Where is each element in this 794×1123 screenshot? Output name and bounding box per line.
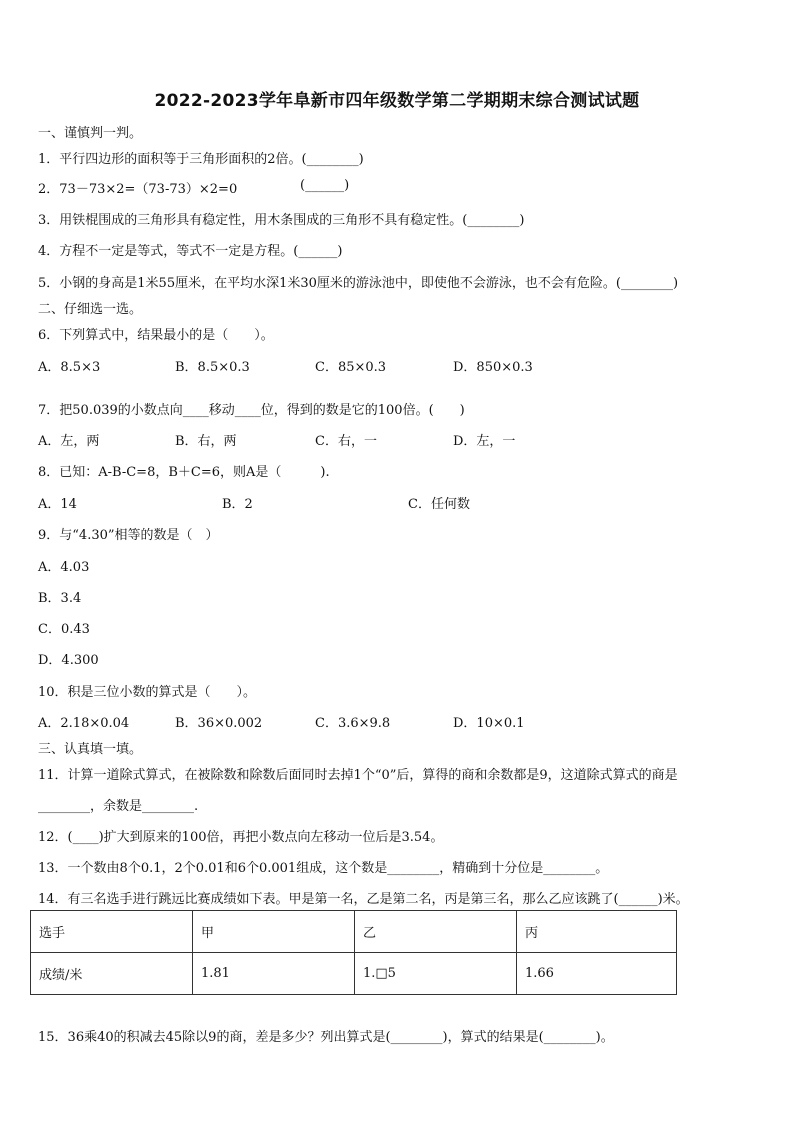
question-12: 12．(____)扩大到原来的100倍，再把小数点向左移动一位后是3.54。 <box>38 830 444 845</box>
table-row <box>31 953 677 995</box>
q10-option-c: C．3.6×9.8 <box>315 716 391 731</box>
q8-option-a: A．14 <box>38 497 77 512</box>
table-row <box>31 911 677 953</box>
question-2-blank: (______) <box>300 178 350 193</box>
table-header-cell: 乙 <box>355 911 517 953</box>
table-header-cell: 甲 <box>193 911 355 953</box>
q6-option-a: A．8.5×3 <box>38 360 101 375</box>
question-11-continued: ________，余数是________. <box>38 799 199 814</box>
table-cell: 1.81 <box>193 953 355 995</box>
q6-option-b: B．8.5×0.3 <box>175 360 250 375</box>
q9-option-d: D．4.300 <box>38 653 99 668</box>
question-2: 2．73－73×2=（73-73）×2=0 <box>38 182 238 197</box>
section-heading-fill: 三、认真填一填。 <box>38 742 143 757</box>
q8-option-b: B．2 <box>222 497 253 512</box>
question-5: 5．小钢的身高是1米55厘米，在平均水深1米30厘米的游泳池中，即使他不会游泳，也不会有危险。(________) <box>38 276 679 291</box>
q8-option-c: C．任何数 <box>408 497 470 512</box>
question-10: 10．积是三位小数的算式是（ ）。 <box>38 685 257 700</box>
question-13: 13．一个数由8个0.1，2个0.01和6个0.001组成，这个数是________，精确到十分位是________。 <box>38 861 609 876</box>
q9-option-c: C．0.43 <box>38 622 90 637</box>
question-1: 1．平行四边形的面积等于三角形面积的2倍。(________) <box>38 152 364 167</box>
question-14: 14．有三名选手进行跳远比赛成绩如下表。甲是第一名，乙是第二名，丙是第三名，那么乙应该跳了(______)米。 <box>38 892 689 907</box>
section-heading-judge: 一、谨慎判一判。 <box>38 126 143 141</box>
q10-option-a: A．2.18×0.04 <box>38 716 130 731</box>
question-11: 11．计算一道除式算式，在被除数和除数后面同时去掉1个“0”后，算得的商和余数都是9，这道除式算式的商是 <box>38 768 678 783</box>
question-15: 15．36乘40的积减去45除以9的商，差是多少？列出算式是(________)，算式的结果是(________)。 <box>38 1030 614 1045</box>
question-9: 9．与“4.30”相等的数是（ ） <box>38 528 219 543</box>
question-6: 6．下列算式中，结果最小的是（ ）。 <box>38 328 274 343</box>
score-table <box>30 910 677 995</box>
section-heading-choose: 二、仔细选一选。 <box>38 302 143 317</box>
q6-option-d: D．850×0.3 <box>453 360 533 375</box>
table-cell: 成绩/米 <box>31 953 193 995</box>
table-header-cell: 选手 <box>31 911 193 953</box>
question-4: 4．方程不一定是等式，等式不一定是方程。(______) <box>38 244 343 259</box>
question-3: 3．用铁棍围成的三角形具有稳定性，用木条围成的三角形不具有稳定性。(________) <box>38 213 525 228</box>
q10-option-d: D．10×0.1 <box>453 716 525 731</box>
question-7: 7．把50.039的小数点向____移动____位，得到的数是它的100倍。( ) <box>38 403 465 418</box>
q7-option-b: B．右，两 <box>175 434 237 449</box>
q9-option-a: A．4.03 <box>38 560 90 575</box>
q7-option-a: A．左，两 <box>38 434 100 449</box>
q10-option-b: B．36×0.002 <box>175 716 263 731</box>
question-8: 8．已知：A-B-C=8，B＋C=6，则A是（ ). <box>38 465 330 480</box>
table-header-cell: 丙 <box>517 911 677 953</box>
page-title: 2022-2023学年阜新市四年级数学第二学期期末综合测试试题 <box>154 91 640 111</box>
q7-option-d: D．左，一 <box>453 434 516 449</box>
q9-option-b: B．3.4 <box>38 591 82 606</box>
table-cell: 1.□5 <box>355 953 517 995</box>
q7-option-c: C．右，一 <box>315 434 377 449</box>
table-cell: 1.66 <box>517 953 677 995</box>
q6-option-c: C．85×0.3 <box>315 360 387 375</box>
